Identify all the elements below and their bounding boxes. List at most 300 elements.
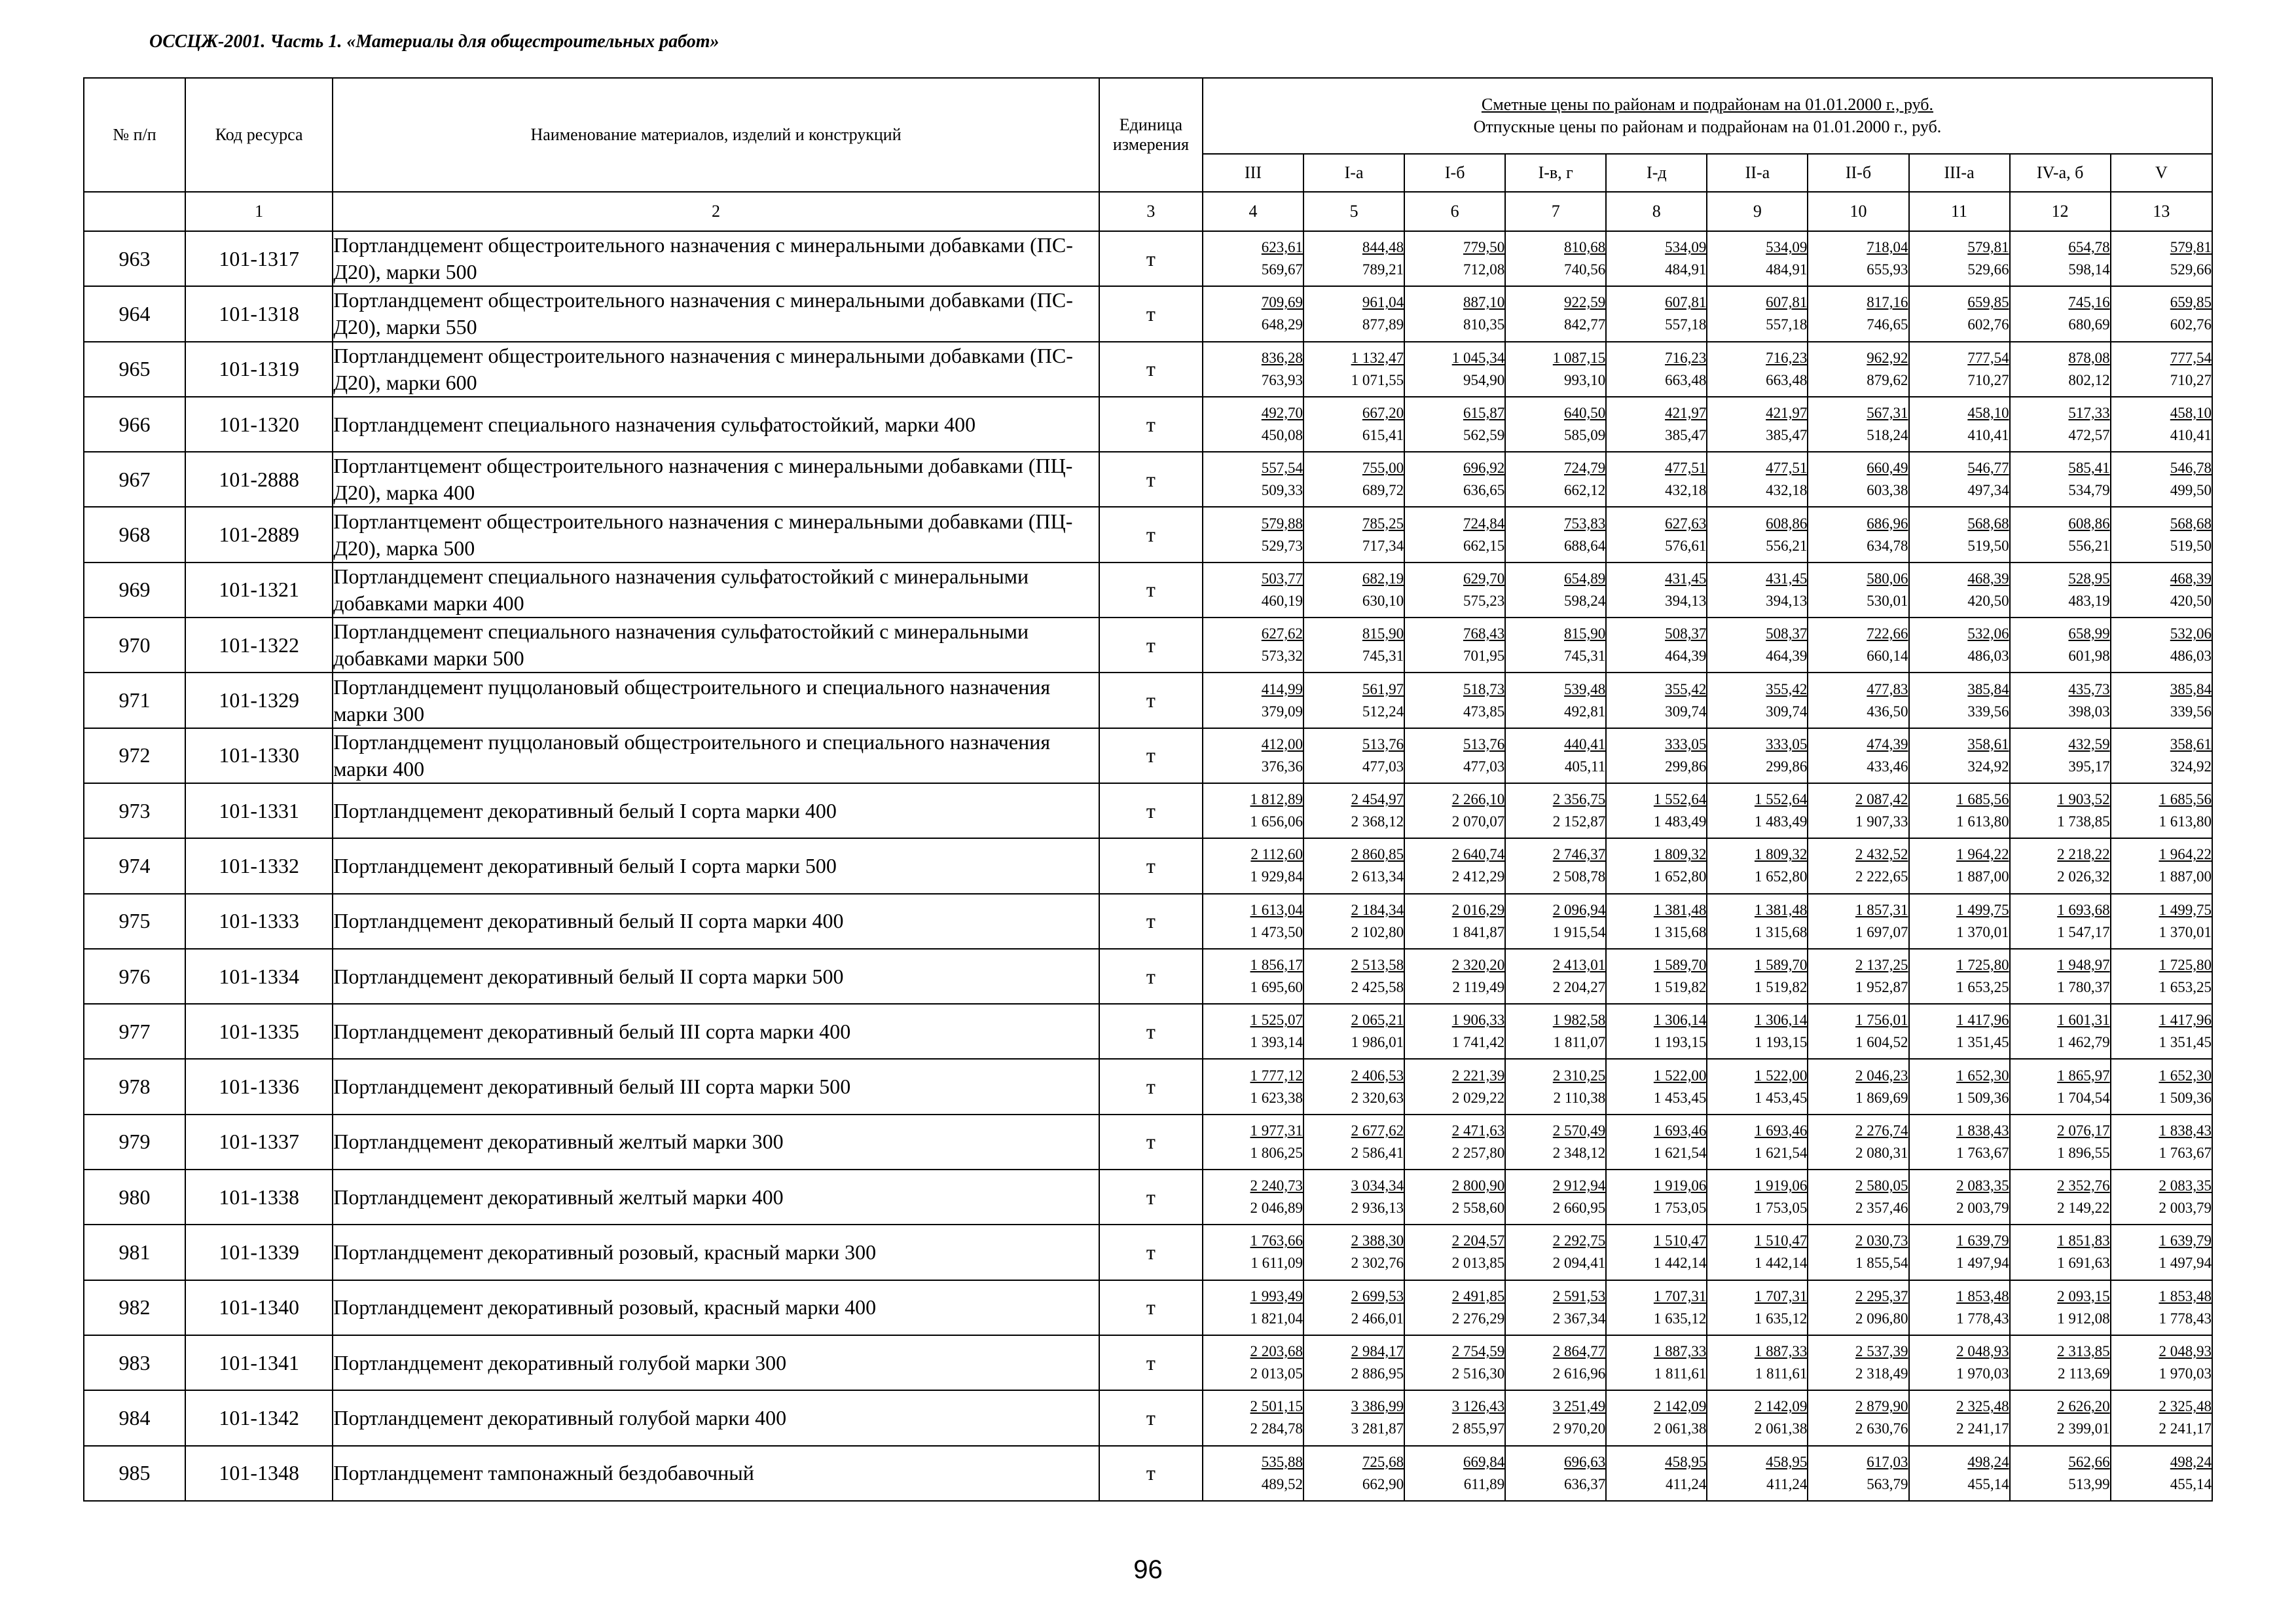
price-cell	[2111, 397, 2212, 452]
price-cell	[2010, 1225, 2111, 1280]
estimate-price: 777,54	[2170, 349, 2212, 366]
estimate-price: 2 276,74	[1855, 1122, 1908, 1139]
estimate-price: 2 570,49	[1552, 1122, 1606, 1139]
row-number: 982	[84, 1280, 185, 1335]
resource-code: 101-1331	[185, 783, 333, 838]
release-price: 385,47	[1766, 427, 1808, 444]
estimate-price: 617,03	[1867, 1453, 1908, 1470]
estimate-price: 2 325,48	[1956, 1398, 2009, 1415]
estimate-price: 1 306,14	[1653, 1012, 1707, 1029]
row-number: 974	[84, 838, 185, 893]
estimate-price: 725,68	[1362, 1453, 1404, 1470]
release-price: 1 483,49	[1653, 813, 1707, 830]
release-price: 477,03	[1362, 758, 1404, 775]
release-price: 2 061,38	[1653, 1420, 1707, 1437]
release-price: 662,15	[1463, 537, 1505, 554]
price-cell	[2010, 894, 2111, 949]
estimate-price: 2 137,25	[1855, 957, 1908, 973]
price-cell	[2010, 1390, 2111, 1445]
estimate-price: 2 626,20	[2057, 1398, 2110, 1415]
price-cell	[1707, 397, 1808, 452]
release-price: 2 886,95	[1351, 1365, 1404, 1382]
estimate-price: 2 388,30	[1351, 1232, 1404, 1249]
release-price: 405,11	[1564, 758, 1606, 775]
release-price: 455,14	[2170, 1475, 2212, 1492]
price-cell	[1505, 231, 1606, 286]
unit-of-measure: т	[1099, 1280, 1203, 1335]
price-cell	[1707, 1390, 1808, 1445]
price-cell	[1303, 618, 1404, 673]
estimate-price: 431,45	[1665, 570, 1707, 587]
estimate-price: 961,04	[1362, 294, 1404, 311]
estimate-price: 660,49	[1867, 460, 1908, 477]
price-cell	[1808, 1225, 1908, 1280]
price-cell	[1303, 838, 1404, 893]
estimate-price: 1 306,14	[1754, 1012, 1808, 1029]
price-cell	[1303, 894, 1404, 949]
release-price: 648,29	[1261, 316, 1303, 333]
estimate-price: 2 491,85	[1451, 1287, 1505, 1304]
material-name: Портландцемент декоративный белый I сорта марки 500	[333, 838, 1099, 893]
release-price: 460,19	[1261, 592, 1303, 609]
estimate-price: 722,66	[1867, 625, 1908, 642]
release-price: 513,99	[2068, 1475, 2110, 1492]
resource-code: 101-1337	[185, 1115, 333, 1170]
release-price: 1 821,04	[1250, 1310, 1303, 1327]
estimate-price: 887,10	[1463, 294, 1505, 311]
estimate-price: 2 310,25	[1552, 1067, 1606, 1084]
resource-code: 101-1340	[185, 1280, 333, 1335]
price-cell	[1404, 949, 1505, 1004]
header-row-top	[84, 78, 2212, 154]
release-price: 1 855,54	[1855, 1255, 1908, 1272]
row-number: 971	[84, 673, 185, 728]
estimate-price: 1 552,64	[1754, 791, 1808, 808]
release-price: 2 284,78	[1250, 1420, 1303, 1437]
release-price: 410,41	[2170, 427, 2212, 444]
estimate-price: 1 853,48	[1956, 1287, 2009, 1304]
release-price: 602,76	[1967, 316, 2009, 333]
estimate-price: 623,61	[1261, 239, 1303, 256]
price-cell	[1909, 1170, 2010, 1225]
table-row	[84, 1059, 2212, 1114]
release-price: 1 351,45	[2159, 1034, 2212, 1051]
header-region: I-б	[1404, 154, 1505, 192]
release-price: 2 516,30	[1451, 1365, 1505, 1382]
price-cell	[1707, 507, 1808, 562]
price-cell	[1303, 1390, 1404, 1445]
release-price: 2 241,17	[2159, 1420, 2212, 1437]
release-price: 2 094,41	[1552, 1255, 1606, 1272]
release-price: 688,64	[1564, 537, 1606, 554]
price-cell	[1808, 342, 1908, 397]
release-price: 585,09	[1564, 427, 1606, 444]
estimate-price: 2 912,94	[1552, 1177, 1606, 1194]
release-price: 472,57	[2068, 427, 2110, 444]
release-price: 1 653,25	[1956, 979, 2009, 995]
estimate-price: 2 413,01	[1552, 957, 1606, 973]
release-price: 2 257,80	[1451, 1144, 1505, 1161]
header-price-caption	[1203, 78, 2212, 154]
price-cell	[1606, 783, 1707, 838]
release-price: 394,13	[1665, 592, 1707, 609]
price-cell	[2111, 838, 2212, 893]
unit-of-measure: т	[1099, 1170, 1203, 1225]
price-cell	[1303, 452, 1404, 507]
release-price: 2 368,12	[1351, 813, 1404, 830]
release-price: 810,35	[1463, 316, 1505, 333]
price-cell	[1203, 1446, 1303, 1501]
price-cell	[1303, 1170, 1404, 1225]
price-cell	[1909, 949, 2010, 1004]
release-price: 512,24	[1362, 703, 1404, 720]
release-price: 1 635,12	[1754, 1310, 1808, 1327]
estimate-price: 421,97	[1665, 405, 1707, 422]
release-price: 2 152,87	[1552, 813, 1606, 830]
release-price: 519,50	[2170, 537, 2212, 554]
release-price: 662,90	[1362, 1475, 1404, 1492]
release-price: 556,21	[1766, 537, 1808, 554]
estimate-price: 1 417,96	[1956, 1012, 2009, 1029]
release-price: 1 778,43	[2159, 1310, 2212, 1327]
price-cell	[1707, 783, 1808, 838]
estimate-price: 2 325,48	[2159, 1398, 2212, 1415]
estimate-price: 815,90	[1362, 625, 1404, 642]
estimate-price: 745,16	[2068, 294, 2110, 311]
resource-code: 101-1322	[185, 618, 333, 673]
release-price: 2 003,79	[2159, 1200, 2212, 1217]
release-price: 1 370,01	[1956, 923, 2009, 940]
release-price: 455,14	[1967, 1475, 2009, 1492]
release-price: 562,59	[1463, 427, 1505, 444]
estimate-price: 477,51	[1766, 460, 1808, 477]
unit-of-measure: т	[1099, 1059, 1203, 1114]
release-price: 1 741,42	[1451, 1034, 1505, 1051]
estimate-price: 477,51	[1665, 460, 1707, 477]
estimate-price: 659,85	[1967, 294, 2009, 311]
price-cell	[1606, 1225, 1707, 1280]
estimate-price: 716,23	[1766, 349, 1808, 366]
price-cell	[2111, 1170, 2212, 1225]
release-price: 710,27	[1967, 371, 2009, 388]
estimate-price: 2 454,97	[1351, 791, 1404, 808]
unit-of-measure: т	[1099, 507, 1203, 562]
estimate-price: 421,97	[1766, 405, 1808, 422]
price-cell	[1707, 728, 1808, 783]
estimate-price: 1 812,89	[1250, 791, 1303, 808]
price-cell	[2111, 1335, 2212, 1390]
material-name: Портландцемент декоративный белый III сорта марки 500	[333, 1059, 1099, 1114]
material-name: Портландцемент общестроительного назначения с минеральными добавками (ПС-Д20), марки 550	[333, 286, 1099, 341]
release-price: 2 204,27	[1552, 979, 1606, 995]
unit-of-measure: т	[1099, 452, 1203, 507]
release-price: 420,50	[2170, 592, 2212, 609]
row-number: 966	[84, 397, 185, 452]
price-cell	[2111, 1059, 2212, 1114]
estimate-price: 658,99	[2068, 625, 2110, 642]
estimate-price: 568,68	[2170, 515, 2212, 532]
estimate-price: 2 048,93	[1956, 1343, 2009, 1360]
price-cell	[2010, 397, 2111, 452]
price-cell	[1909, 342, 2010, 397]
estimate-price: 1 809,32	[1754, 846, 1808, 863]
estimate-price: 753,83	[1564, 515, 1606, 532]
release-price: 1 611,09	[1250, 1255, 1303, 1272]
price-cell	[1606, 342, 1707, 397]
release-price: 1 841,87	[1451, 923, 1505, 940]
release-price: 1 623,38	[1250, 1089, 1303, 1106]
release-price: 569,67	[1261, 261, 1303, 278]
price-cell	[1505, 673, 1606, 728]
price-cell	[1606, 838, 1707, 893]
price-cell	[1203, 342, 1303, 397]
price-cell	[1404, 618, 1505, 673]
release-price: 1 811,07	[1553, 1034, 1606, 1051]
price-cell	[1808, 1390, 1908, 1445]
price-cell	[1707, 949, 1808, 1004]
release-price: 1 952,87	[1855, 979, 1908, 995]
release-price: 433,46	[1867, 758, 1908, 775]
price-cell	[2010, 1280, 2111, 1335]
price-cell	[1303, 1225, 1404, 1280]
estimate-price: 627,62	[1261, 625, 1303, 642]
release-price: 398,03	[2068, 703, 2110, 720]
estimate-price: 539,48	[1564, 680, 1606, 697]
price-cell	[1808, 397, 1908, 452]
estimate-price: 1 887,33	[1754, 1343, 1808, 1360]
estimate-price: 2 292,75	[1552, 1232, 1606, 1249]
release-price: 601,98	[2068, 648, 2110, 665]
price-cell	[2010, 618, 2111, 673]
release-price: 1 806,25	[1250, 1144, 1303, 1161]
price-cell	[1707, 1225, 1808, 1280]
table-row	[84, 286, 2212, 341]
row-number: 968	[84, 507, 185, 562]
release-price: 557,18	[1665, 316, 1707, 333]
estimate-price: 709,69	[1261, 294, 1303, 311]
release-price: 1 896,55	[2057, 1144, 2110, 1161]
price-cell	[1404, 1446, 1505, 1501]
estimate-price: 562,66	[2068, 1453, 2110, 1470]
estimate-price: 585,41	[2068, 460, 2110, 477]
release-price: 2 367,34	[1552, 1310, 1606, 1327]
release-price: 2 013,85	[1451, 1255, 1505, 1272]
estimate-price: 2 048,93	[2159, 1343, 2212, 1360]
release-price: 615,41	[1362, 427, 1404, 444]
price-cell	[1404, 1170, 1505, 1225]
price-cell	[2111, 618, 2212, 673]
resource-code: 101-1330	[185, 728, 333, 783]
price-cell	[1203, 1335, 1303, 1390]
resource-code: 101-1333	[185, 894, 333, 949]
estimate-price: 1 499,75	[2159, 901, 2212, 918]
release-price: 492,81	[1564, 703, 1606, 720]
table-body	[84, 231, 2212, 1501]
estimate-price: 492,70	[1261, 405, 1303, 422]
release-price: 662,12	[1564, 482, 1606, 499]
release-price: 309,74	[1665, 703, 1707, 720]
estimate-price: 440,41	[1564, 735, 1606, 752]
price-cell	[1606, 1390, 1707, 1445]
estimate-price: 2 800,90	[1451, 1177, 1505, 1194]
price-cell	[1909, 563, 2010, 618]
estimate-price: 768,43	[1463, 625, 1505, 642]
estimate-price: 2 320,20	[1451, 957, 1505, 973]
estimate-price: 1 589,70	[1653, 957, 1707, 973]
column-number: 5	[1303, 192, 1404, 231]
material-name: Портландцемент специального назначения сульфатостойкий с минеральными добавками марки 400	[333, 563, 1099, 618]
estimate-price: 1 838,43	[2159, 1122, 2212, 1139]
estimate-price: 815,90	[1564, 625, 1606, 642]
estimate-price: 534,09	[1665, 239, 1707, 256]
estimate-price: 2 203,68	[1250, 1343, 1303, 1360]
estimate-price: 508,37	[1766, 625, 1808, 642]
release-price: 575,23	[1463, 592, 1505, 609]
price-cell	[1606, 673, 1707, 728]
release-price: 634,78	[1867, 537, 1908, 554]
header-region: II-а	[1707, 154, 1808, 192]
estimate-price: 355,42	[1766, 680, 1808, 697]
price-cell	[1808, 1004, 1908, 1059]
release-price: 712,08	[1463, 261, 1505, 278]
estimate-price: 3 386,99	[1351, 1398, 1404, 1415]
release-price: 689,72	[1362, 482, 1404, 499]
estimate-price: 1 725,80	[1956, 957, 2009, 973]
release-price: 477,03	[1463, 758, 1505, 775]
release-price: 1 193,15	[1754, 1034, 1808, 1051]
price-cell	[1303, 949, 1404, 1004]
estimate-price: 1 685,56	[1956, 791, 2009, 808]
price-cell	[1203, 507, 1303, 562]
estimate-price: 1 499,75	[1956, 901, 2009, 918]
estimate-price: 546,78	[2170, 460, 2212, 477]
table-row	[84, 728, 2212, 783]
price-cell	[2010, 286, 2111, 341]
price-cell	[1505, 397, 1606, 452]
estimate-price: 1 919,06	[1754, 1177, 1808, 1194]
release-price: 1 738,85	[2057, 813, 2110, 830]
estimate-price: 724,79	[1564, 460, 1606, 477]
price-cell	[2111, 673, 2212, 728]
release-price: 1 869,69	[1855, 1089, 1908, 1106]
release-price: 1 763,67	[1956, 1144, 2009, 1161]
estimate-price: 1 417,96	[2159, 1012, 2212, 1029]
release-price: 1 509,36	[2159, 1089, 2212, 1106]
price-cell	[1203, 231, 1303, 286]
estimate-price: 458,10	[1967, 405, 2009, 422]
price-cell	[1404, 673, 1505, 728]
estimate-price: 532,06	[1967, 625, 2009, 642]
price-cell	[1203, 673, 1303, 728]
release-price: 2 241,17	[1956, 1420, 2009, 1437]
estimate-price: 458,10	[2170, 405, 2212, 422]
price-cell	[1707, 618, 1808, 673]
price-cell	[1404, 894, 1505, 949]
release-price: 745,31	[1362, 648, 1404, 665]
price-cell	[1203, 563, 1303, 618]
release-price: 1 519,82	[1653, 979, 1707, 995]
estimate-price: 1 693,68	[2057, 901, 2110, 918]
estimate-price: 1 639,79	[2159, 1232, 2212, 1249]
estimate-price: 2 142,09	[1653, 1398, 1707, 1415]
release-price: 1 483,49	[1754, 813, 1808, 830]
estimate-price: 716,23	[1665, 349, 1707, 366]
estimate-price: 2 352,76	[2057, 1177, 2110, 1194]
estimate-price: 567,31	[1867, 405, 1908, 422]
price-cell	[1404, 507, 1505, 562]
price-cell	[1303, 231, 1404, 286]
release-price: 789,21	[1362, 261, 1404, 278]
price-cell	[1808, 1446, 1908, 1501]
estimate-price: 2 096,94	[1552, 901, 1606, 918]
price-cell	[1303, 397, 1404, 452]
release-price: 1 621,54	[1754, 1144, 1808, 1161]
estimate-price: 2 065,21	[1351, 1012, 1404, 1029]
estimate-price: 696,63	[1564, 1453, 1606, 1470]
estimate-price: 2 240,73	[1250, 1177, 1303, 1194]
price-cell	[1808, 949, 1908, 1004]
header-row-column-numbers	[84, 192, 2212, 231]
estimate-price: 2 864,77	[1552, 1343, 1606, 1360]
release-price: 1 442,14	[1754, 1255, 1808, 1272]
price-cell	[1203, 1225, 1303, 1280]
release-price: 2 113,69	[2058, 1365, 2110, 1382]
header-code: Код ресурса	[185, 78, 333, 192]
release-price: 563,79	[1867, 1475, 1908, 1492]
material-name: Портландцемент декоративный розовый, красный марки 300	[333, 1225, 1099, 1280]
release-price: 680,69	[2068, 316, 2110, 333]
price-cell	[1707, 894, 1808, 949]
price-cell	[1203, 1115, 1303, 1170]
material-name: Портландцемент декоративный желтый марки 300	[333, 1115, 1099, 1170]
price-cell	[1203, 838, 1303, 893]
release-price: 1 613,80	[1956, 813, 2009, 830]
estimate-price: 528,95	[2068, 570, 2110, 587]
estimate-price: 2 513,58	[1351, 957, 1404, 973]
price-cell	[1606, 286, 1707, 341]
release-price: 1 907,33	[1855, 813, 1908, 830]
column-number: 6	[1404, 192, 1505, 231]
price-cell	[2111, 1225, 2212, 1280]
price-cell	[1303, 1280, 1404, 1335]
estimate-price: 2 016,29	[1451, 901, 1505, 918]
row-number: 981	[84, 1225, 185, 1280]
price-cell	[1505, 452, 1606, 507]
release-price: 509,33	[1261, 482, 1303, 499]
estimate-price: 1 693,46	[1754, 1122, 1808, 1139]
release-price: 299,86	[1766, 758, 1808, 775]
unit-of-measure: т	[1099, 342, 1203, 397]
estimate-price: 2 591,53	[1552, 1287, 1606, 1304]
price-cell	[1404, 1280, 1505, 1335]
estimate-price: 696,92	[1463, 460, 1505, 477]
release-price: 2 029,22	[1451, 1089, 1505, 1106]
price-cell	[2010, 1446, 2111, 1501]
price-cell	[1505, 894, 1606, 949]
unit-of-measure: т	[1099, 1390, 1203, 1445]
release-price: 1 691,63	[2057, 1255, 2110, 1272]
release-price: 573,32	[1261, 648, 1303, 665]
column-number: 11	[1909, 192, 2010, 231]
table-row	[84, 894, 2212, 949]
price-cell	[1707, 673, 1808, 728]
estimate-price: 414,99	[1261, 680, 1303, 697]
estimate-price: 2 501,15	[1250, 1398, 1303, 1415]
price-cell	[1606, 1170, 1707, 1225]
resource-code: 101-1339	[185, 1225, 333, 1280]
price-cell	[2111, 563, 2212, 618]
estimate-price: 1 707,31	[1754, 1287, 1808, 1304]
